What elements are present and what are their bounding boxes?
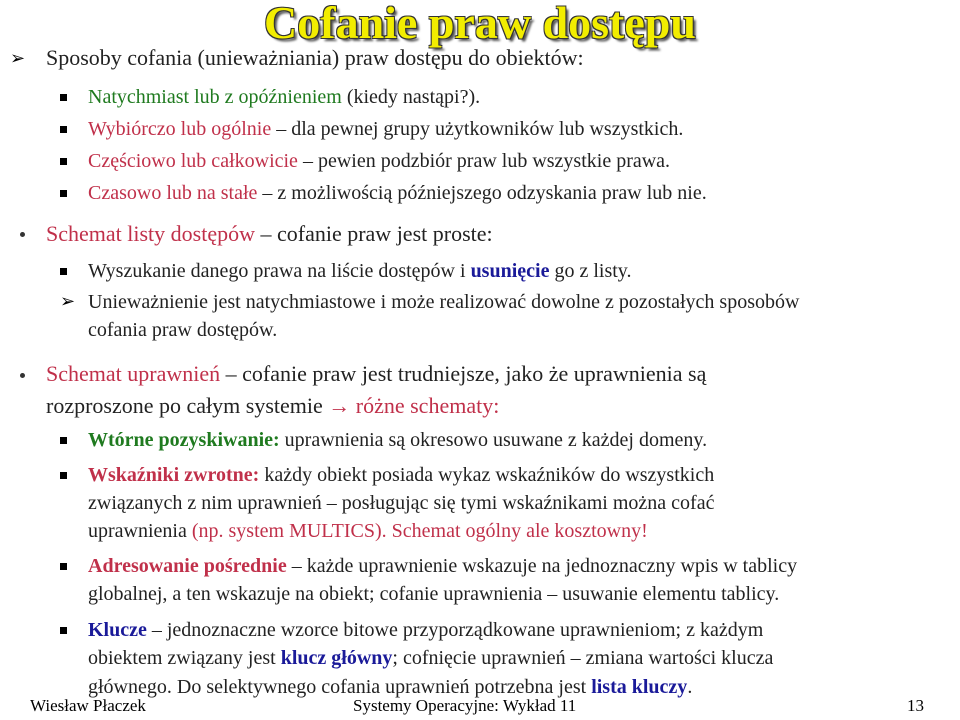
square-bullet-icon [60,437,67,444]
arrow-right-icon: → [328,393,351,418]
way-item-1 [88,83,480,111]
square-bullet-icon [60,126,67,133]
square-bullet-icon [60,94,67,101]
indirect-desc: – każde uprawnienie wskazuje na jednoznaczny wpis w tablicy [286,555,798,577]
keys-desc: – jednoznaczne wzorce bitowe przyporządkowane uprawnieniom; z każdym [146,619,764,641]
arrow-bullet-icon: ➢ [10,48,26,68]
slide-title: Cofanie praw dostępu [264,0,696,48]
backptr-term: Wskaźniki zwrotne: [88,464,260,486]
keys-desc-2a: obiektem związany jest [88,647,281,669]
way-desc: – pewien podzbiór praw lub wszystkie prawa. [297,150,671,172]
acl-desc: – cofanie praw jest proste: [254,221,493,246]
backptr-line-1 [88,461,714,489]
backptr-desc-3: uprawnienia [88,520,192,542]
square-bullet-icon [60,158,67,165]
way-item-2 [88,115,683,143]
backptr-note: (np. system MULTICS). Schemat ogólny ale kosztowny! [191,520,648,542]
indirect-term: Adresowanie pośrednie [88,555,287,577]
way-desc: – dla pewnej grupy użytkowników lub wszystkich. [271,118,684,140]
keys-term: Klucze [88,619,147,641]
acl-sub-tail: go z listy. [549,260,632,282]
arrow-bullet-icon: ➢ [60,291,76,311]
cap-scheme-line-2 [46,392,499,420]
way-term: Częściowo lub całkowicie [88,150,298,172]
acl-term: Schemat listy dostępów [46,221,255,246]
way-term: Czasowo lub na stałe [88,182,258,204]
cap-term: Schemat uprawnień [46,361,221,386]
keys-desc-2c: ; cofnięcie uprawnień – zmiana wartości klucza [392,647,774,669]
indirect-line-2: globalnej, a ten wskazuje na obiekt; cofanie uprawnienia – usuwanie elementu tablicy. [88,583,780,605]
keys-master-key: klucz główny [280,647,393,669]
square-bullet-icon [60,563,67,570]
reacq-desc: uprawnienia są okresowo usuwane z każdej domeny. [279,429,708,451]
square-bullet-icon [60,268,67,275]
square-bullet-icon [60,472,67,479]
square-bullet-icon [60,627,67,634]
keys-key-list: lista kluczy [591,676,688,698]
indirect-line-1 [88,552,797,580]
backptr-line-2: związanych z nim uprawnień – posługując się tymi wskaźnikami można cofać [88,492,715,514]
reacq-item [88,426,707,454]
keys-desc-3c: . [687,676,693,698]
way-item-3 [88,147,670,175]
keys-line-1 [88,616,763,644]
acl-scheme [46,220,493,248]
way-term: Wybiórczo lub ogólnie [88,118,272,140]
cap-scheme-line-1 [46,360,706,388]
intro-text: Sposoby cofania (unieważniania) praw dostępu do obiektów: [46,45,584,70]
reacq-term: Wtórne pozyskiwanie: [88,429,280,451]
dot-bullet-icon [20,232,25,237]
way-item-4 [88,179,707,207]
square-bullet-icon [60,190,67,197]
way-desc: – z możliwością późniejszego odzyskania praw lub nie. [257,182,707,204]
cap-schemes-label: różne schematy: [350,393,500,418]
acl-sub-text: Wyszukanie danego prawa na liście dostępów i [88,260,471,282]
acl-sub-keyword: usunięcie [470,260,550,282]
keys-desc-3a: głównego. Do selektywnego cofania uprawnień potrzebna jest [88,676,592,698]
backptr-desc: każdy obiekt posiada wykaz wskaźników do wszystkich [259,464,715,486]
keys-line-2 [88,644,773,672]
backptr-line-3 [88,517,648,545]
dot-bullet-icon [20,373,25,378]
cap-desc-2: rozproszone po całym systemie [46,393,329,418]
acl-note-line-2: cofania praw dostępów. [88,319,278,341]
footer-page-number: 13 [907,696,924,715]
way-term: Natychmiast lub z opóźnieniem [88,86,342,108]
footer-course: Systemy Operacyjne: Wykład 11 [353,696,577,715]
acl-sub-item [88,257,632,285]
acl-note-line-1: Unieważnienie jest natychmiastowe i może realizować dowolne z pozostałych sposobów [88,291,800,313]
cap-desc: – cofanie praw jest trudniejsze, jako że uprawnienia są [220,361,707,386]
footer-author: Wiesław Płaczek [30,696,146,715]
way-desc: (kiedy nastąpi?). [341,86,481,108]
